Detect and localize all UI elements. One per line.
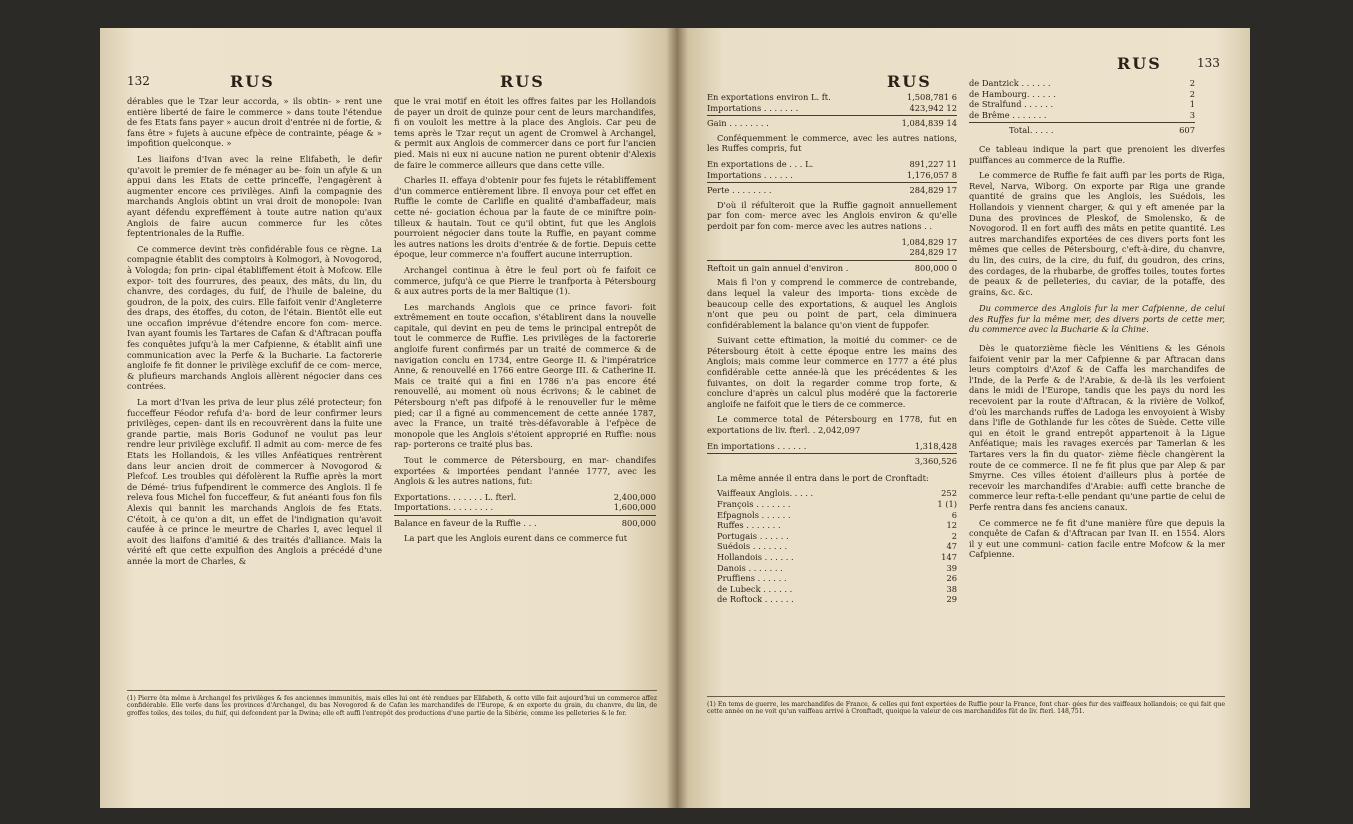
- divider: [394, 515, 656, 516]
- row-value: 891,227 11: [909, 158, 957, 169]
- table-row: [707, 441, 957, 452]
- table-row: [717, 552, 957, 563]
- table-row: [717, 510, 957, 521]
- row-label: de Dantzick . . . . . .: [969, 78, 1051, 88]
- divider: [707, 453, 957, 454]
- divider: [969, 122, 1195, 123]
- table-row: [717, 488, 957, 499]
- row-value: 2,400,000: [613, 491, 656, 502]
- paragraph: Suivant cette eftimation, la moitié du commer- ce de Pétersbourg étoit à cette époque entre les mains des Anglois; mais comme leur commerce en 1777 a été plus confidérable cette année-là que les précédentes & les fuivantes, on doit la regarder comme trop forte, & conclure d'après un calcul plus modéré que la factorerie angloife ne faifoit que le tiers de ce commerce.: [707, 335, 957, 409]
- divider: [707, 260, 957, 261]
- left-page: [100, 28, 677, 808]
- row-label: de Lubeck . . . . . .: [717, 583, 793, 594]
- row-value: 3: [1189, 109, 1195, 120]
- table-row: [707, 456, 957, 467]
- table-row: [707, 263, 957, 274]
- running-header-right-1: RUS: [887, 72, 932, 91]
- row-label: Importations . . . . . . .: [707, 102, 799, 113]
- table-row: [707, 159, 957, 170]
- table-row: [717, 584, 957, 595]
- paragraph: Les liaifons d'Ivan avec la reine Elifabeth, le defir qu'avoit le premier de fe ménager au be- foin un afyle & un appui dans les Etats de cette princeffe, l'engagèrent à augmenter encore ces privilèges. Ainfi la compagnie des marchands Anglois obtint un vrai droit de monopole: Ivan ayant défendu expreffément à toute autre nation qu'aux Anglois de faire aucun commerce fur les côtes feptentrionales de la Ruffie.: [127, 153, 382, 239]
- row-label: En exportations environ L. ft.: [707, 92, 831, 102]
- table-row: [394, 518, 656, 529]
- row-value: 284,829 17: [909, 247, 957, 258]
- row-label: Reftoit un gain annuel d'environ .: [707, 262, 849, 273]
- row-label: de Roftock . . . . . .: [717, 594, 794, 605]
- table-row: [717, 573, 957, 584]
- row-label: En importations . . . . . .: [707, 440, 807, 451]
- table-row: [717, 520, 957, 531]
- table-row: [717, 563, 957, 574]
- table-row: [707, 118, 957, 129]
- row-label: Total. . . . .: [1009, 125, 1054, 136]
- table-row: [707, 103, 957, 114]
- row-label: Vaiffeaux Anglois. . . . .: [717, 488, 814, 499]
- row-value: 26: [946, 573, 957, 584]
- row-value: 1,084,839 14: [901, 118, 957, 129]
- paragraph: que le vrai motif en étoit les offres faites par les Hollandois de payer un droit de quinze pour cent de leurs marchandifes, fi on vouloit les mettre à la place des Anglois. Car peu de tems après le Tzar reçut un agent de Cromwel à Archangel, & permit aux Anglois de commercer dans ce port fur l'ancien pied. Mais ni eux ni aucune nation ne purent obtenir d'Alexis de faire le commerce ailleurs que dans cette ville.: [394, 96, 656, 170]
- open-book: [100, 28, 1250, 818]
- row-value: 6: [951, 509, 957, 520]
- row-value: 39: [946, 562, 957, 573]
- paragraph: Ce commerce ne fe fit d'une manière fûre que depuis la conquête de Cafan & d'Aftracan par Ivan II. en 1554. Alors il y eut une communi- cation facile entre Mofcow & la mer Cafpienne.: [969, 517, 1225, 560]
- row-label: de Hambourg. . . . . .: [969, 88, 1056, 99]
- row-label: Hollandois . . . . . .: [717, 551, 794, 562]
- row-value: 284,829 17: [909, 185, 957, 196]
- row-label: Efpagnols . . . . . .: [717, 509, 791, 520]
- paragraph: Tout le commerce de Pétersbourg, en mar- chandifes exportées & importées pendant l'année 1777, avec les Anglois & les autres nations, fut:: [394, 455, 656, 487]
- divider: [707, 115, 957, 116]
- row-value: 1: [1189, 99, 1195, 110]
- row-value: 1 (1): [937, 499, 957, 509]
- running-header-left-1: RUS: [230, 72, 275, 91]
- paragraph: Ce tableau indique la part que prenoient les diverfes puiffances au commerce de la Ruffie.: [969, 143, 1225, 165]
- paragraph: dérables que le Tzar leur accorda, » ils obtin- » rent une entière liberté de faire le commerce » dans toute l'étendue de fes Etats fans payer » aucun droit d'entrée ni de fortie, & fans être » fujets à aucune efpèce de contrainte, péage & » impofition quelconque. »: [127, 96, 382, 149]
- table-row: [969, 99, 1195, 110]
- right-column-1: [707, 92, 957, 605]
- table-row: [394, 492, 656, 503]
- paragraph: La mort d'Ivan les priva de leur plus zélé protecteur; fon fucceffeur Féodor refufa d'a- bord de leur confirmer leurs privilèges, cepen- dant ils en recouvrèrent dans la fuite une grande partie, mais Boris Godunof ne voulut pas leur rendre leur privilège exclufif. Il admit au com- merce de fes Etats les Hollandois, & les villes Anféatiques rentrèrent dans leur ancien droit de commercer à Novogorod & Plefcof. Les troubles qui défolèrent la Ruffie après la mort de Démé- trius fufpendirent le commerce des Anglois. Il fe releva fous Michel fon fucceffeur, & fut anéanti fous fon fils Alexis qui bannit les marchands Anglois de fes Etats. C'étoit, à ce qu'on a dit, un effet de l'indignation qu'avoit caufée à ce prince le meurtre de Charles I, avec lequel il avoit des liaifons d'amitié & des traités d'alliance. Mais la vérité eft que cette expulfion des Anglois a précédé d'une année la mort de Charles, &: [127, 397, 382, 566]
- table-row: [717, 594, 957, 605]
- right-column-2: [969, 78, 1225, 565]
- row-value: 2: [1189, 88, 1195, 99]
- section-heading: Du commerce des Anglois fur la mer Cafpienne, de celui des Ruffes fur la même mer, des divers ports de cette mer, du commerce avec la Bucharie & la Chine.: [969, 303, 1225, 335]
- row-value: 607: [1179, 125, 1195, 136]
- paragraph: Les marchands Anglois que ce prince favori- foit extrêmement en toute occafion, s'établirent dans la nouvelle capitale, qui devint en peu de tems le principal entrepôt de tout le commerce de Ruffie. Les privilèges de la factorerie angloife furent confirmés par un traité de commerce & de navigation conclu en 1734, entre George II. & l'impératrice Anne, & renouvellé en 1766 entre George III. & Catherine II. Mais ce traité qui a fini en 1786 n'a pas encore été renouvellé, au moment où nous écrivons; & le cabinet de Pétersbourg n'eft pas difpofé à le renouveller fur le même pied; car il a figné au commencement de cette année 1787, avec la France, un traité très-défavorable à l'efpèce de monopole que les Anglois s'étoient approprié en Ruffie: nous rap- porterons ce traité plus bas.: [394, 301, 656, 450]
- row-label: Perte . . . . . . . .: [707, 185, 772, 196]
- row-value: 1,176,057 8: [906, 169, 957, 180]
- table-row: [969, 78, 1195, 89]
- right-page: [677, 28, 1250, 808]
- paragraph: Dès le quatorzième fiècle les Vénitiens & les Génois faifoient venir par la mer Cafpienne & par Aftracan dans leurs comptoirs d'Azof & de Caffa les marchandifes de l'Inde, de la Perfe & de l'Arabie, & de-là ils les verfoient dans le midi de l'Europe, tandis que les pays du nord les recevoient par la route d'Aftracan, & la rivière de Volkof, d'où les marchands ruffes de Ladoga les envoyoient à Wisby dans l'ifle de Gothlande fur les côtes de Suède. Cette ville qui en étoit le grand entrepôt appartenoit à la Ligue Anféatique; mais les ravages exercés par Tamerlan & les Tartares vers la fin du quator- zième fiècle changèrent la route de ce commerce. Il ne fe fit plus que par Alep & par Smyrne. Ces villes étoient d'ailleurs plus à portée de recevoir les marchandifes d'Arabie: auffi cette branche de commerce leur refta-t-elle pendant qu'une partie de celui de Perfe rentra dans fes anciens canaux.: [969, 343, 1225, 512]
- row-label: François . . . . . . .: [717, 499, 791, 509]
- row-value: 1,600,000: [613, 502, 656, 513]
- row-label: de Brême . . . . . . .: [969, 109, 1047, 120]
- ships-table: [707, 488, 957, 605]
- row-value: 1,508,781 6: [906, 92, 957, 102]
- paragraph: La part que les Anglois eurent dans ce commerce fut: [404, 532, 628, 543]
- paragraph: Conféquemment le commerce, avec les autres nations, les Ruffes compris, fut: [707, 132, 957, 154]
- row-label: de Stralfund . . . . . .: [969, 99, 1054, 110]
- ships-table-continued: [969, 78, 1225, 136]
- table-row: [717, 531, 957, 542]
- footnote-left: (1) Pierre ôta même à Archangel fes privilèges & fes anciennes immunités, mais elles lui ont été rendues par Elifabeth, & cette ville fait aujourd'hui un commerce affez confidérable. Elle verfe dans les provinces d'Archangel, du bas Novogorod & de Cafan les marchandifes de l'Europe, & en exporte du grain, du chanvre, du lin, de groffes toiles, des toiles, du fuif, qui defcendent par la Dwina; elle eft auffi l'entrepôt des productions d'une partie de la Sibérie, comme les pelleteries & le fer.: [127, 690, 657, 717]
- left-column-1: [127, 96, 382, 572]
- row-label: Ruffes . . . . . . .: [717, 520, 781, 531]
- table-row: [969, 89, 1195, 100]
- table-row: [394, 502, 656, 513]
- row-label: Importations . . . . . .: [707, 169, 793, 180]
- row-value: 1,084,829 17: [901, 236, 957, 247]
- row-label: Exportations. . . . . . . L. fterl.: [394, 491, 517, 502]
- table-row: [717, 499, 957, 510]
- row-value: 147: [941, 551, 957, 562]
- page-number-left: 132: [127, 74, 150, 88]
- table-row: [717, 541, 957, 552]
- table-row: [969, 125, 1195, 136]
- table-row: [707, 170, 957, 181]
- row-label: En exportations de . . . L.: [707, 158, 814, 169]
- paragraph: Mais fi l'on y comprend le commerce de contrebande, dans lequel la valeur des importa- tions excède de beaucoup celle des exportations, & auquel les Anglois n'ont que peu ou point de part, cela diminuera confidérablement la balance qu'on vient de fuppofer.: [707, 277, 957, 330]
- paragraph: D'où il réfulteroit que la Ruffie gagnoit annuellement par fon com- merce avec les Anglois environ & qu'elle perdoit par fon com- merce avec les autres nations . .: [707, 199, 957, 231]
- paragraph: Le commerce de Ruffie fe fait auffi par les ports de Riga, Revel, Narva, Wiborg. On exporte par Riga une grande quantité de grains que les Anglois, les Suédois, les Hollandois y viennent charger, & qui y eft amenée par la Duna des provinces de Pleskof, de Smolensko, & de Novogorod. Il en fort auffi des mâts en petite quantité. Les autres marchandifes exportées de ces divers ports font les mêmes que celles de Pétersbourg, c'eft-à-dire, du chanvre, du lin, des cuirs, de la cire, du fuif, du goudron, des crins, des cordages, de la rhubarbe, de groffes toiles, toutes fortes de peaux & de pelleteries, du caviar, de la potaffe, des grains, &c. &c.: [969, 170, 1225, 297]
- paragraph: Charles II. effaya d'obtenir pour fes fujets le rétabliffement d'un commerce entièrement libre. Il envoya pour cet effet en Ruffie le comte de Carlifle en qualité d'ambaffadeur, mais cette né- gociation échoua par la faute de ce miniftre poin- tilleux & hautain. Tout ce qu'il obtint, fut que les Anglois pourroient négocier dans toute la Ruffie, en payant comme les autres nations les droits d'entrée & de fortie. Depuis cette époque, leur commerce n'a fouffert aucune interruption.: [394, 175, 656, 260]
- row-value: 3,360,526: [914, 456, 957, 467]
- table-row: [707, 237, 957, 248]
- table-row: [707, 247, 957, 258]
- row-label: Balance en faveur de la Ruffie . . .: [394, 517, 537, 528]
- balance-table: [707, 237, 957, 274]
- row-label: Pruffiens . . . . . .: [717, 573, 787, 584]
- row-value: 2: [951, 530, 957, 541]
- paragraph: Ce commerce devint très confidérable fous ce règne. La compagnie établit des comptoirs à Kolmogori, à Novogorod, à Vologda; fon prin- cipal établiffement étoit à Mofcow. Elle expor- toit des fourrures, des peaux, des mâts, du lin, du chanvre, des cordages, du fuif, de l'huile de baleine, du goudron, de la poix, des cuirs. Elle faifoit venir d'Angleterre des draps, des étoffes, du coton, de l'étain. Bientôt elle eut une occafion imprévue d'étendre encore fon com- merce. Ivan ayant foumis les Tartares de Cafan & d'Aftracan pouffa fes conquêtes jufqu'à la mer Cafpienne, & établit ainfi une communication avec la Perfe & la Bucharie. La factorerie angloife fe fit donner le privilège exclufif de ce com- merce, & plufieurs marchands Anglois allèrent négocier dans ces contrées.: [127, 243, 382, 392]
- footnote-right: (1) En tems de guerre, les marchandifes de France, & celles qui font exportées de Ruffie pour la France, font char- gées fur des vaiffeaux hollandois; ce qui fait que cette année on ne voit qu'un vaiffeau arrivé à Cronftadt, quoique la valeur de ces marchandifes fût de liv. fterl. 148,751.: [707, 696, 1225, 716]
- page-number-right: 133: [1197, 56, 1220, 70]
- row-value: 2: [1189, 78, 1195, 88]
- table-row: [707, 92, 957, 103]
- trade-table-anglais: [707, 92, 957, 129]
- left-column-2: [394, 96, 656, 548]
- paragraph: Archangel continua à être le feul port où fe faifoit ce commerce, jufqu'à ce que Pierre le tranfporta à Pétersbourg & aux autres ports de la mer Baltique (1).: [394, 264, 656, 297]
- table-row: [707, 185, 957, 196]
- paragraph: Le commerce total de Pétersbourg en 1778, fut en exportations de liv. fterl. . 2,042,097: [707, 414, 957, 436]
- trade-table-1777: [394, 492, 656, 529]
- row-value: 29: [946, 594, 957, 605]
- row-label: Danois . . . . . . .: [717, 562, 783, 573]
- table-row: [969, 110, 1195, 121]
- row-label: Suédois . . . . . . .: [717, 541, 788, 552]
- trade-table-others: [707, 159, 957, 196]
- row-value: 12: [946, 520, 957, 531]
- book-gutter: [666, 28, 688, 808]
- row-value: 800,000 0: [914, 262, 957, 273]
- trade-table-1778: [707, 441, 957, 467]
- row-label: Gain . . . . . . . .: [707, 118, 769, 129]
- row-label: Importations. . . . . . . . .: [394, 502, 494, 513]
- row-value: 47: [946, 541, 957, 552]
- row-label: Portugais . . . . . .: [717, 530, 789, 541]
- running-header-right-2: RUS: [1117, 54, 1162, 73]
- row-value: 1,318,428: [914, 440, 957, 451]
- divider: [707, 182, 957, 183]
- paragraph: La même année il entra dans le port de Cronftadt:: [717, 472, 929, 483]
- row-value: 38: [946, 583, 957, 594]
- running-header-left-2: RUS: [500, 72, 545, 91]
- row-value: 252: [941, 488, 957, 499]
- row-value: 800,000: [621, 517, 656, 528]
- row-value: 423,942 12: [909, 102, 957, 113]
